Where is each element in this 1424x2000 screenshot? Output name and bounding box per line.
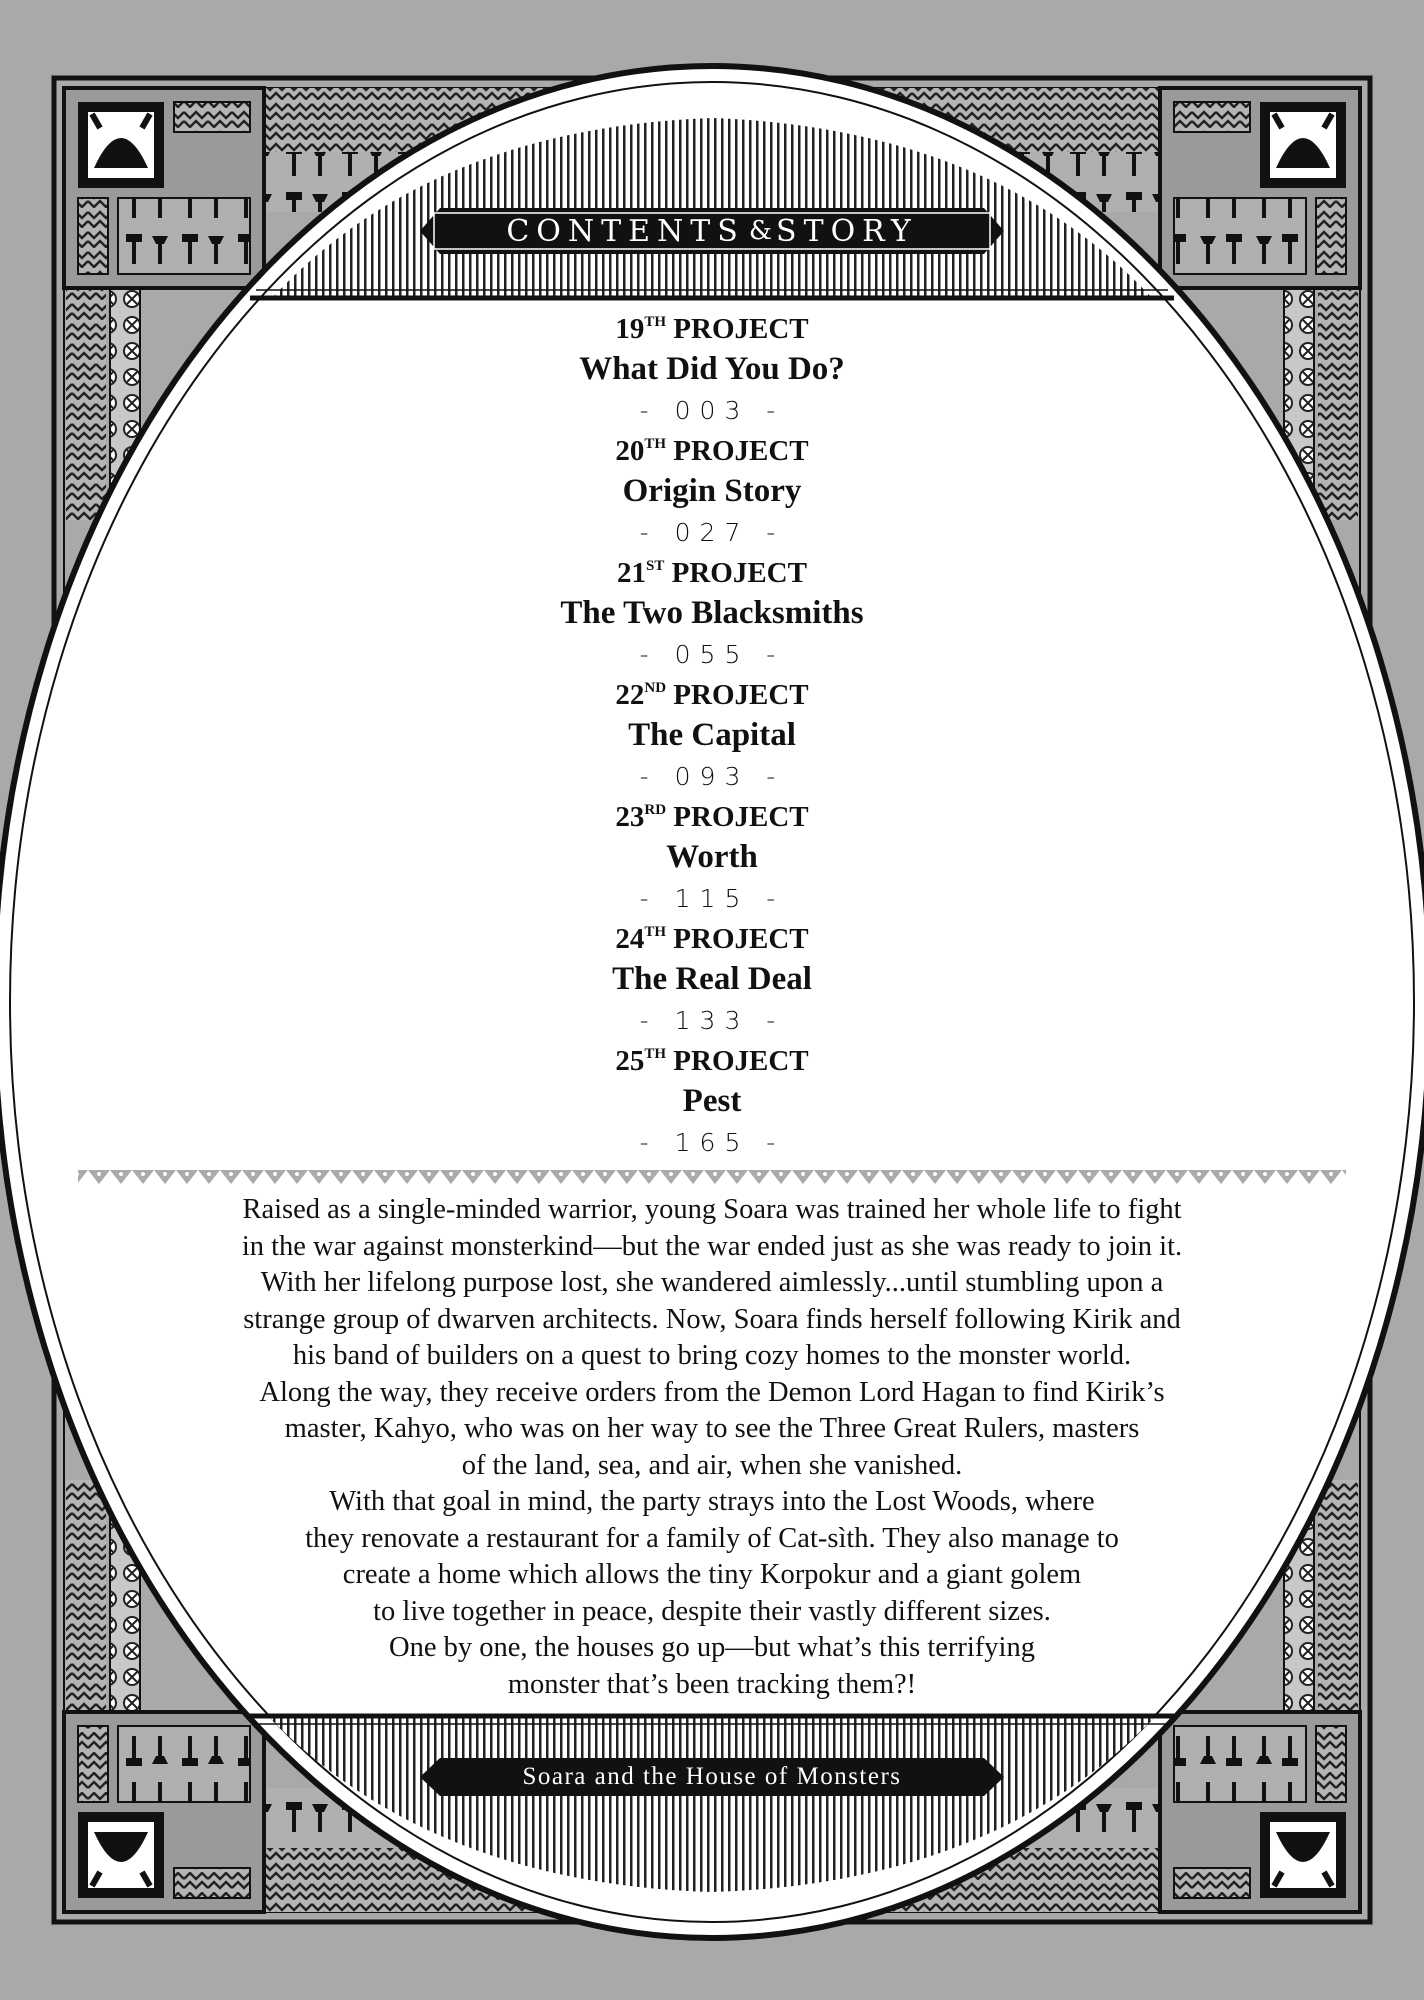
toc-page-number: - 133 - (639, 1006, 785, 1035)
toc-entry (412, 554, 1012, 676)
toc-page-number: - 115 - (639, 884, 785, 913)
story-line: strange group of dwarven architects. Now, Soara finds herself following Kirik and (243, 1303, 1181, 1335)
banner-title-right: STORY (776, 213, 918, 249)
series-title-banner: Soara and the House of Monsters (522, 1763, 902, 1790)
table-of-contents (412, 310, 1012, 1164)
story-line: his band of builders on a quest to bring cozy homes to the monster world. (292, 1340, 1132, 1371)
story-line: to live together in peace, despite their vastly different sizes. (373, 1595, 1051, 1627)
toc-chapter-title: The Real Deal (612, 961, 812, 997)
toc-project-number: 22ND PROJECT (615, 679, 809, 711)
story-line: With that goal in mind, the party strays into the Lost Woods, where (329, 1486, 1095, 1517)
story-line: master, Kahyo, who was on her way to see the Three Great Rulers, masters (284, 1413, 1140, 1444)
toc-entry (412, 920, 1012, 1042)
toc-project-number: 23RD PROJECT (615, 801, 809, 833)
toc-page-number: - 055 - (639, 640, 785, 669)
toc-project-number: 25TH PROJECT (615, 1045, 809, 1077)
story-line: they renovate a restaurant for a family of Cat-sìth. They also manage to (305, 1522, 1119, 1554)
toc-chapter-title: What Did You Do? (579, 351, 845, 387)
story-line: Along the way, they receive orders from the Demon Lord Hagan to find Kirik’s (259, 1376, 1165, 1408)
toc-page-number: - 165 - (639, 1128, 785, 1157)
toc-entry (412, 432, 1012, 554)
toc-page-number: - 027 - (639, 518, 785, 547)
toc-page-number: - 003 - (639, 396, 785, 425)
story-line: monster that’s been tracking them?! (507, 1668, 917, 1700)
story-summary (150, 1192, 1274, 1703)
banner-title-left: CONTENTS (506, 213, 745, 249)
contents-story-banner (430, 208, 994, 254)
toc-chapter-title: The Two Blacksmiths (560, 595, 864, 631)
story-line: of the land, sea, and air, when she vanished. (461, 1449, 963, 1481)
story-line: in the war against monsterkind—but the war ended just as she was ready to join it. (241, 1230, 1183, 1262)
toc-project-number: 24TH PROJECT (615, 923, 809, 955)
toc-project-number: 20TH PROJECT (615, 435, 809, 467)
toc-chapter-title: The Capital (628, 717, 796, 753)
story-line: With her lifelong purpose lost, she wandered aimlessly...until stumbling upon a (260, 1267, 1164, 1298)
toc-chapter-title: Worth (666, 839, 758, 875)
toc-entry (412, 676, 1012, 798)
toc-chapter-title: Pest (682, 1083, 742, 1119)
toc-entry (412, 1042, 1012, 1164)
story-line: create a home which allows the tiny Korpokur and a giant golem (342, 1559, 1082, 1590)
toc-entry (412, 310, 1012, 432)
toc-entry (412, 798, 1012, 920)
banner-ampersand: & (748, 216, 773, 246)
toc-page-number: - 093 - (639, 762, 785, 791)
toc-project-number: 19TH PROJECT (615, 313, 809, 345)
story-line: One by one, the houses go up—but what’s this terrifying (389, 1632, 1035, 1663)
story-line: Raised as a single-minded warrior, young Soara was trained her whole life to fight (242, 1194, 1182, 1225)
toc-project-number: 21ST PROJECT (617, 557, 807, 589)
toc-chapter-title: Origin Story (622, 473, 802, 509)
